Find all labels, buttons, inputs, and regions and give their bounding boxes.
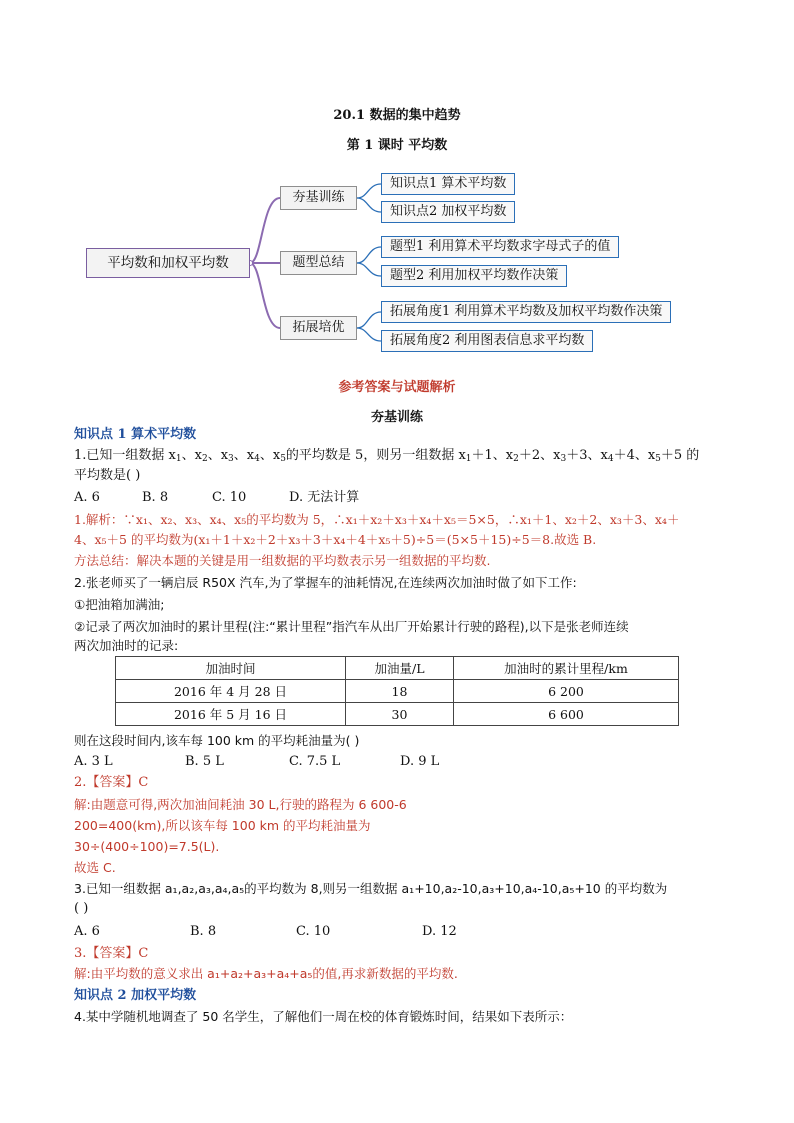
q3-option-b: B. 8 <box>190 924 217 939</box>
q1-stem: 1.已知一组数据 $x_1$、$x_2$、$x_3$、$x_4$、$x_5$的平均数是 5，则另一组数据 $x_1+1$、$x_2+2$、$x_3+3$、$x_4+4$、$x_5+5$ 的 <box>74 448 700 464</box>
mindmap-category-basic: 夯基训练 <box>280 186 357 210</box>
table-header-cell: 加油时的累计里程/km <box>454 657 679 680</box>
table-cell: 2016 年 4 月 28 日 <box>116 680 346 703</box>
q3-answer: 3.【答案】C <box>74 946 149 961</box>
q1-option-a: A. 6 <box>74 490 100 505</box>
table-row <box>116 680 679 703</box>
q3-stem: 3.已知一组数据 a₁,a₂,a₃,a₄,a₅的平均数为 8,则另一组数据 a₁+10,a₂-10,a₃+10,a₄-10,a₅+10 的平均数为 <box>74 881 668 896</box>
q3-option-d: D. 12 <box>422 924 457 939</box>
q3-option-a: A. 6 <box>74 924 100 939</box>
mindmap-leaf: 题型2 利用加权平均数作决策 <box>381 265 567 287</box>
q1-solution-line2: 4、x₅＋5 的平均数为(x₁＋1＋x₂＋2＋x₃＋3＋x₄＋4＋x₅＋5)÷5＝(5×5＋15)÷5＝8.故选 B. <box>74 532 597 547</box>
mindmap-leaf: 题型1 利用算术平均数求字母式子的值 <box>381 236 619 258</box>
q1-option-c: C. 10 <box>212 490 247 505</box>
mindmap-leaf: 知识点2 加权平均数 <box>381 201 515 223</box>
q2-solution-line1: 解:由题意可得,两次加油间耗油 30 L,行驶的路程为 6 600-6 <box>74 797 407 812</box>
q1-solution-line1: 1.解析：∵x₁、x₂、x₃、x₄、x₅的平均数为 5，∴x₁＋x₂＋x₃＋x₄＋x₅＝5×5，∴x₁＋1、x₂＋2、x₃＋3、x₄＋ <box>74 512 680 527</box>
table-header-row <box>116 657 679 680</box>
q2-stem: 2.张老师买了一辆启辰 R50X 汽车,为了掌握车的油耗情况,在连续两次加油时做了如下工作: <box>74 575 577 590</box>
q4-stem: 4.某中学随机地调查了 50 名学生，了解他们一周在校的体育锻炼时间，结果如下表所示： <box>74 1009 573 1024</box>
knowledge-point-1: 知识点 1 算术平均数 <box>74 427 197 442</box>
page-title: 20.1 数据的集中趋势 <box>333 108 461 123</box>
mindmap-category-summary: 题型总结 <box>280 251 357 275</box>
table-cell: 6 200 <box>454 680 679 703</box>
page-subtitle: 第 1 课时 平均数 <box>346 138 448 153</box>
q1-option-b: B. 8 <box>142 490 169 505</box>
q2-step1: ①把油箱加满油; <box>74 597 165 612</box>
q2-step2-line2: 两次加油时的记录: <box>74 638 179 653</box>
q2-question: 则在这段时间内,该车每 100 km 的平均耗油量为( ) <box>74 733 360 748</box>
q2-solution-line2: 200=400(km),所以该车每 100 km 的平均耗油量为 <box>74 818 371 833</box>
mindmap-leaf: 拓展角度2 利用图表信息求平均数 <box>381 330 593 352</box>
q2-solution-line4: 故选 C. <box>74 860 116 875</box>
table-cell: 30 <box>346 703 454 726</box>
q1-method-summary: 方法总结：解决本题的关键是用一组数据的平均数表示另一组数据的平均数. <box>74 553 491 568</box>
q3-solution: 解:由平均数的意义求出 a₁+a₂+a₃+a₄+a₅的值,再求新数据的平均数. <box>74 966 458 981</box>
q1-option-d: D. 无法计算 <box>289 490 360 505</box>
table-cell: 2016 年 5 月 16 日 <box>116 703 346 726</box>
q2-answer: 2.【答案】C <box>74 775 149 790</box>
q2-option-a: A. 3 L <box>74 754 113 769</box>
q2-solution-line3: 30÷(400÷100)=7.5(L). <box>74 839 220 854</box>
table-header-cell: 加油时间 <box>116 657 346 680</box>
q1-stem-line2: 平均数是( ) <box>74 468 141 483</box>
table-cell: 18 <box>346 680 454 703</box>
answers-section-title: 夯基训练 <box>370 410 423 425</box>
q2-step2-line1: ②记录了两次加油时的累计里程(注:“累计里程”指汽车从出厂开始累计行驶的路程),以下是张老师连续 <box>74 619 629 634</box>
mindmap-leaf: 拓展角度1 利用算术平均数及加权平均数作决策 <box>381 301 671 323</box>
mindmap-category-extension: 拓展培优 <box>280 316 357 340</box>
q3-option-c: C. 10 <box>296 924 331 939</box>
answers-heading: 参考答案与试题解析 <box>338 380 456 395</box>
mindmap-leaf: 知识点1 算术平均数 <box>381 173 515 195</box>
q3-stem-line2: ( ) <box>74 901 89 916</box>
q2-option-b: B. 5 L <box>185 754 224 769</box>
knowledge-point-2: 知识点 2 加权平均数 <box>74 988 197 1003</box>
q2-option-c: C. 7.5 L <box>289 754 341 769</box>
q2-option-d: D. 9 L <box>400 754 440 769</box>
table-row <box>116 703 679 726</box>
fuel-record-table <box>115 656 679 726</box>
table-header-cell: 加油量/L <box>346 657 454 680</box>
mindmap-root: 平均数和加权平均数 <box>86 248 250 278</box>
table-cell: 6 600 <box>454 703 679 726</box>
